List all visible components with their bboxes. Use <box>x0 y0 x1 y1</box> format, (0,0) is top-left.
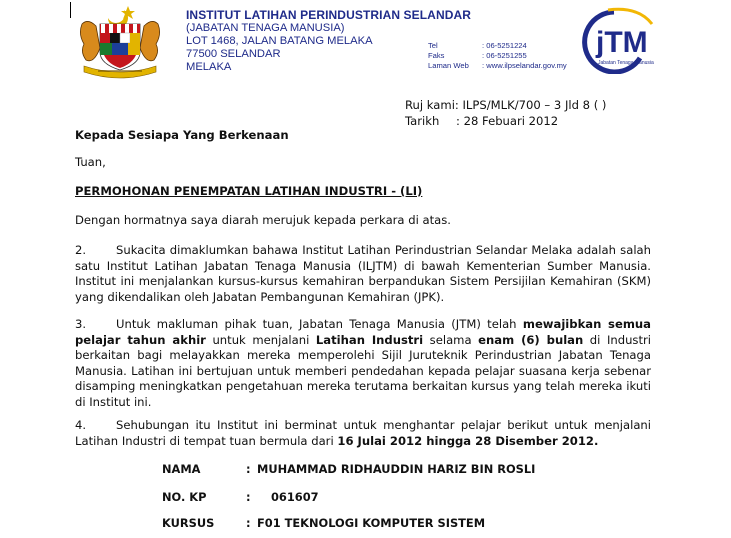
address-line: LOT 1468, JALAN BATANG MELAKA <box>186 35 373 47</box>
field-value-course: F01 TEKNOLOGI KOMPUTER SISTEM <box>257 516 486 530</box>
contact-value-fax: : 06-5251255 <box>482 51 527 60</box>
date-value: : 28 Febuari 2012 <box>456 114 559 128</box>
paragraph-text: Untuk makluman pihak tuan, Jabatan Tenaga Manusia (JTM) telah <box>116 317 523 331</box>
address-line: (JABATAN TENAGA MANUSIA) <box>186 22 345 34</box>
field-separator: : <box>246 490 251 504</box>
letter-subject: PERMOHONAN PENEMPATAN LATIHAN INDUSTRI - (LI) <box>75 184 423 198</box>
contact-value-web: : www.ilpselandar.gov.my <box>482 61 567 70</box>
text-cursor <box>70 2 71 18</box>
jtm-logo-icon <box>568 6 660 74</box>
jtm-logo-text: jTM <box>596 26 648 59</box>
paragraph-number: 3. <box>75 317 87 331</box>
paragraph-text: Sukacita dimaklumkan bahawa Institut Latihan Perindustrian Selandar Melaka adalah salah satu Institut Latihan Jabatan Tenaga Manusia (ILJTM) di bawah Kementerian Sumber Manusia. Institut ini menjalankan kursus-kursus kemahiran berpandukan Sistem Persijilan Kemahiran (SKM) yang dikendalikan oleh Jabatan Pembangunan Kemahiran (JPK). <box>75 243 651 304</box>
paragraph-text: di Industri berkaitan bagi melayakkan mereka memperolehi Sijil Juruteknik Perindustrian Jabatan Tenaga Manusia. Latihan ini bertujuan untuk memberi pendedahan kepada pelajar suasana kerja sebenar disamping meningkatkan pengetahuan mereka terutama berkaitan kursus yang telah mereka ikuti di Institut ini. <box>75 332 651 409</box>
salutation: Tuan, <box>75 155 106 169</box>
date-label: Tarikh <box>405 114 440 128</box>
field-value-name: MUHAMMAD RIDHAUDDIN HARIZ BIN ROSLI <box>257 462 536 476</box>
paragraph-2 <box>75 243 651 305</box>
malaysia-coat-of-arms-icon <box>78 4 162 80</box>
paragraph-4 <box>75 418 651 449</box>
reference-value: : ILPS/MLK/700 – 3 Jld 8 ( ) <box>454 98 607 112</box>
field-label-ic: NO. KP <box>162 490 207 504</box>
field-separator: : <box>246 516 251 530</box>
contact-label-fax: Faks <box>428 51 445 60</box>
field-label-course: KURSUS <box>162 516 215 530</box>
reference-number <box>405 98 606 112</box>
contact-label-tel: Tel <box>428 41 438 50</box>
paragraph-number: 4. <box>75 418 87 432</box>
address-line: MELAKA <box>186 61 232 73</box>
intro-paragraph: Dengan hormatnya saya diarah merujuk kepada perkara di atas. <box>75 213 451 227</box>
field-separator: : <box>246 462 251 476</box>
address-line: 77500 SELANDAR <box>186 48 281 60</box>
paragraph-text: selama <box>423 332 479 347</box>
jtm-logo-subtext: Jabatan Tenaga Manusia <box>598 60 654 66</box>
recipient-line: Kepada Sesiapa Yang Berkenaan <box>75 128 289 142</box>
emphasis-text: Latihan Industri <box>315 332 424 347</box>
paragraph-text: untuk menjalani <box>205 332 316 347</box>
emphasis-text: mewajibkan semua pelajar tahun akhir <box>75 317 651 347</box>
emphasis-text: 16 Julai 2012 hingga 28 Disember 2012. <box>337 433 599 448</box>
reference-label: Ruj kami <box>405 98 455 112</box>
field-label-name: NAMA <box>162 462 201 476</box>
field-value-ic: 061607 <box>271 490 319 504</box>
institute-name: INSTITUT LATIHAN PERINDUSTRIAN SELANDAR <box>186 8 472 22</box>
contact-value-tel: : 06-5251224 <box>482 41 527 50</box>
contact-label-web: Laman Web <box>428 61 469 70</box>
reference-date <box>405 114 558 128</box>
paragraph-number: 2. <box>75 243 87 257</box>
paragraph-3 <box>75 317 651 411</box>
paragraph-text: Sehubungan itu Institut ini berminat untuk menghantar pelajar berikut untuk menjalani Latihan Industri di tempat tuan bermula dari <box>75 418 651 448</box>
emphasis-text: enam (6) bulan <box>478 332 584 347</box>
